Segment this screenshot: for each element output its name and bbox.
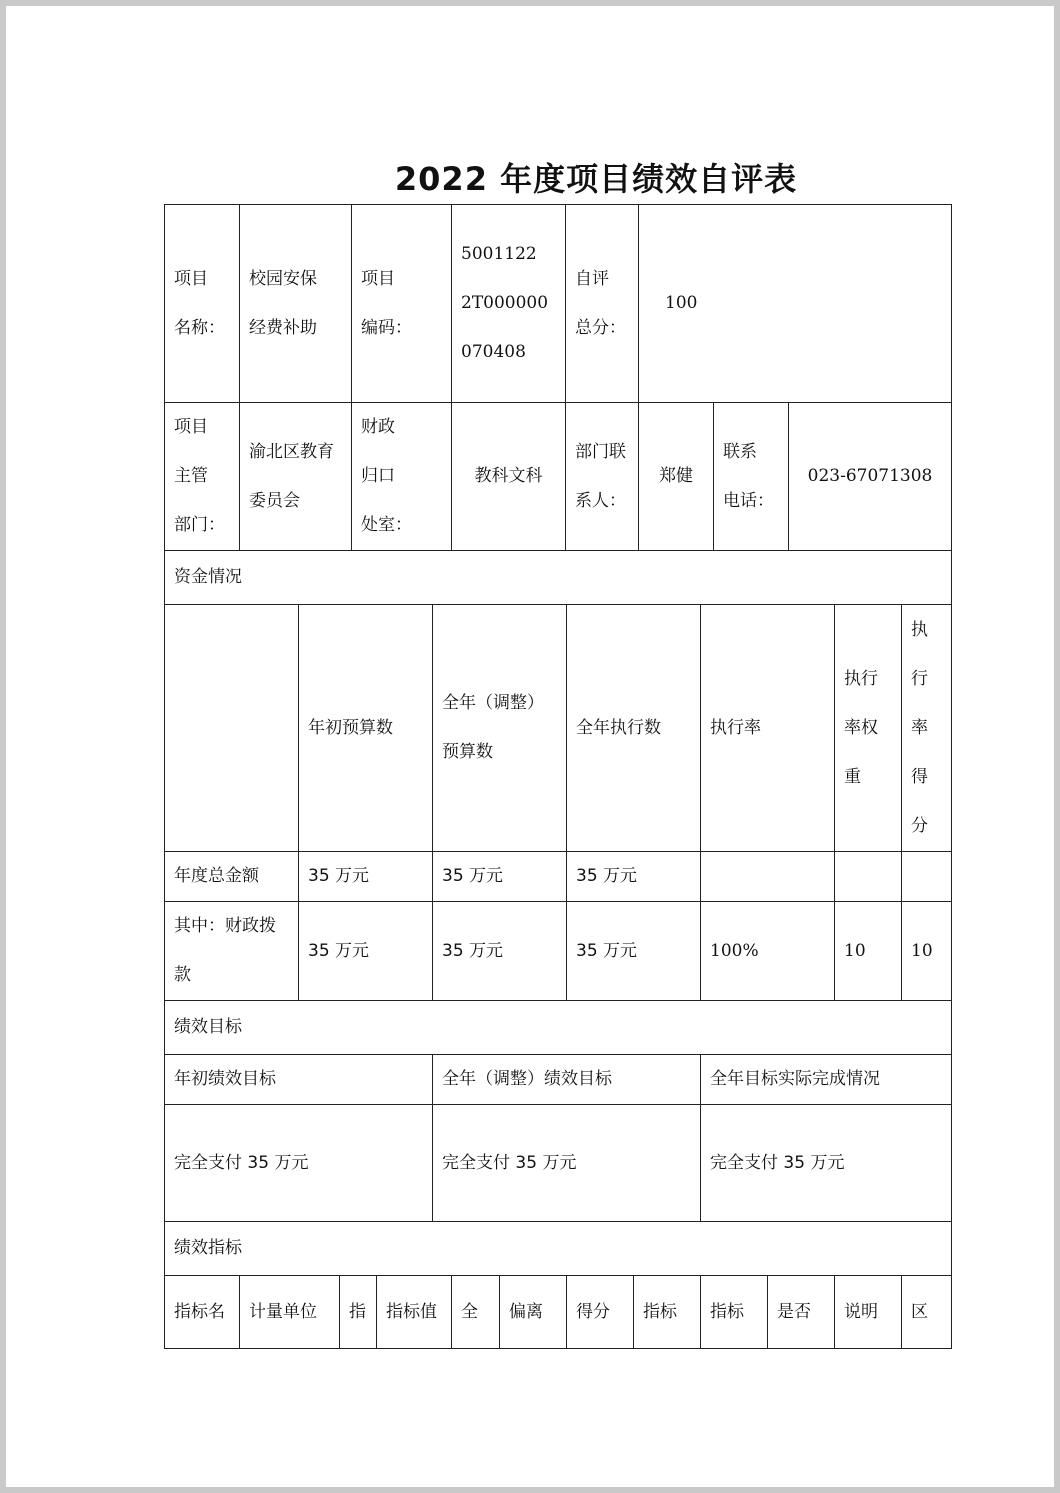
indicator-header-score: 得分 [567, 1276, 634, 1349]
office-value: 教科文科 [452, 403, 566, 551]
project-name-value: 校园安保 经费补助 [240, 205, 352, 403]
funds-row-adjusted: 35 万元 [433, 902, 567, 1001]
indicator-header-unit: 计量单位 [240, 1276, 340, 1349]
funds-row-label: 其中：财政拨 款 [165, 902, 299, 1001]
funds-header-rate: 执行率 [701, 605, 835, 852]
funds-header-executed: 全年执行数 [567, 605, 701, 852]
contact-label: 部门联 系人： [566, 403, 639, 551]
funds-header-blank [165, 605, 299, 852]
goals-header-actual: 全年目标实际完成情况 [701, 1055, 952, 1105]
project-code-label: 项目 编码： [352, 205, 452, 403]
goals-header-initial: 年初绩效目标 [165, 1055, 433, 1105]
funds-header-score: 执 行 率 得 分 [902, 605, 952, 852]
contact-value: 郑健 [639, 403, 714, 551]
table-row [165, 852, 952, 902]
goals-value-actual: 完全支付 35 万元 [701, 1105, 952, 1222]
self-score-value: 100 [639, 205, 952, 403]
indicator-header-whether: 是否 [768, 1276, 835, 1349]
indicator-header-deviation: 偏离 [500, 1276, 567, 1349]
page-title: 2022 年度项目绩效自评表 [394, 160, 798, 198]
indicators-table [164, 1221, 952, 1349]
indicator-header-5: 全 [452, 1276, 500, 1349]
basic-info-table [164, 204, 952, 551]
funds-row-score: 10 [902, 902, 952, 1001]
funds-row-adjusted: 35 万元 [433, 852, 567, 902]
indicator-header-8: 指标 [634, 1276, 701, 1349]
indicator-header-12: 区 [902, 1276, 952, 1349]
phone-label: 联系 电话： [714, 403, 789, 551]
funds-row-score [902, 852, 952, 902]
goals-value-initial: 完全支付 35 万元 [165, 1105, 433, 1222]
table-row [165, 902, 952, 1001]
funds-row-weight: 10 [835, 902, 902, 1001]
indicator-header-note: 说明 [835, 1276, 902, 1349]
funds-row-label: 年度总金额 [165, 852, 299, 902]
funds-section-title: 资金情况 [165, 551, 952, 605]
goals-table [164, 1000, 952, 1222]
indicators-section-title: 绩效指标 [165, 1222, 952, 1276]
indicator-header-value: 指标值 [377, 1276, 452, 1349]
indicator-header-name: 指标名 [165, 1276, 240, 1349]
project-code-value: 5001122 2T000000 070408 [452, 205, 566, 403]
indicator-header-9: 指标 [701, 1276, 768, 1349]
project-name-label: 项目 名称： [165, 205, 240, 403]
funds-row-executed: 35 万元 [567, 902, 701, 1001]
funds-row-weight [835, 852, 902, 902]
funds-header-weight: 执行 率权 重 [835, 605, 902, 852]
dept-value: 渝北区教育 委员会 [240, 403, 352, 551]
document-page [6, 6, 1054, 1487]
funds-row-rate: 100% [701, 902, 835, 1001]
goals-header-adjusted: 全年（调整）绩效目标 [433, 1055, 701, 1105]
office-label: 财政 归口 处室： [352, 403, 452, 551]
funds-table [164, 550, 952, 1001]
funds-header-adjusted: 全年（调整） 预算数 [433, 605, 567, 852]
funds-header-initial: 年初预算数 [299, 605, 433, 852]
goals-value-adjusted: 完全支付 35 万元 [433, 1105, 701, 1222]
funds-row-initial: 35 万元 [299, 852, 433, 902]
dept-label: 项目 主管 部门： [165, 403, 240, 551]
phone-value: 023-67071308 [789, 403, 952, 551]
funds-row-executed: 35 万元 [567, 852, 701, 902]
self-score-label: 自评 总分： [566, 205, 639, 403]
goals-section-title: 绩效目标 [165, 1001, 952, 1055]
funds-row-initial: 35 万元 [299, 902, 433, 1001]
funds-row-rate [701, 852, 835, 902]
indicator-header-3: 指 [340, 1276, 377, 1349]
